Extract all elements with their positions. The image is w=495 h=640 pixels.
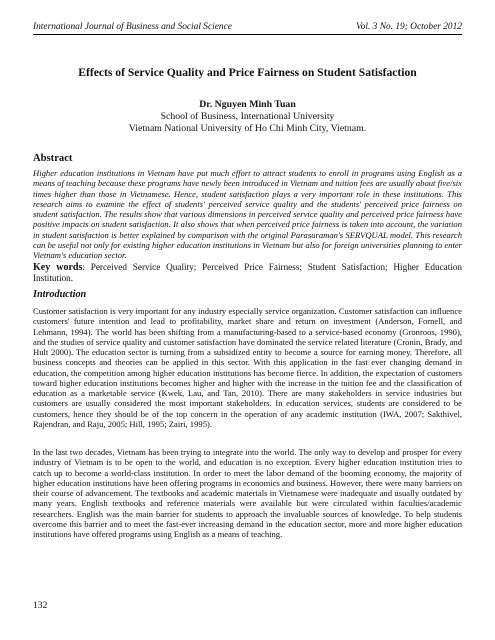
running-header xyxy=(33,22,462,35)
introduction-heading: Introduction xyxy=(33,289,87,300)
abstract-heading: Abstract xyxy=(33,153,73,164)
keywords-text: : Perceived Service Quality; Perceived Price Fairness; Student Satisfaction; Higher Education Institution. xyxy=(33,262,462,284)
abstract-text: Higher education institutions in Vietnam have put much effort to attract students to enroll in programs using English as a means of teaching because these programs have newly been introduced in Vietnam and tuition fees are usually about five/six times higher than those in Vietnamese. Hence, student satisfaction plays a very important role in these institutions. This research aims to examine the effect of students' perceived service quality and the students' perceived price fairness on student satisfaction. The results show that various dimensions in perceived service quality and perceived price fairness have positive impacts on student satisfaction. It also shows that when perceived price fairness is taken into account, the variation in student satisfaction is better explained by comparison with the original Parasuraman's SERVQUAL model. This research can be useful not only for existing higher education institutions in Vietnam but also for foreign universities planning to enter Vietnam's education sector. xyxy=(33,168,462,260)
journal-name: International Journal of Business and Social Science xyxy=(33,22,232,32)
keywords-label: Key words xyxy=(33,262,83,273)
author-name: Dr. Nguyen Minh Tuan xyxy=(199,99,296,110)
author-block xyxy=(33,99,462,136)
author-affiliation-university: Vietnam National University of Ho Chi Minh City, Vietnam. xyxy=(128,123,367,135)
issue-info: Vol. 3 No. 19; October 2012 xyxy=(356,22,462,32)
author-affiliation-school: School of Business, International University xyxy=(160,111,335,123)
page-number: 132 xyxy=(33,600,48,611)
introduction-paragraph-1: Customer satisfaction is very important for any industry especially service organization. Customer satisfaction can influence customers' future intention and lead to profitability, market share and return on investment (Anderson, Fornell, and Lehmann, 1994). The world has been shifting from a manufacturing-based to a service-based economy (Gronroos, 1990), and the studies of service quality and customer satisfaction have dominated the service related literature (Cronin, Brady, and Hult 2000). The education sector is turning from a subsidized entity to become a source for earning money. Therefore, all business concepts and theories can be applied in this sector. With this application in the fast ever changing demand in education, the competition among higher education institutions has become fierce. In addition, the expectation of customers toward higher education institutions becomes higher and higher with the increase in the tuition fee and the classification of education as a marketable service (Kwek, Lau, and Tan, 2010). There are many stakeholders in service industries but customers are usually considered the most important stakeholders. In education services, students are considered to be customers, hence they should be of the top concern in the operation of any academic institution (IWA, 2007; Sakthivel, Rajendran, and Raju, 2005; Hill, 1995; Zairi, 1995). xyxy=(33,306,462,429)
introduction-paragraph-2: In the last two decades, Vietnam has been trying to integrate into the world. The only way to develop and prosper for every industry of Vietnam is to be open to the world, and education is no exception. Every higher education institution tries to catch up to become a world-class institution. In order to meet the labor demand of the booming economy, the majority of higher education institutions have been offering programs in economics and business. However, there were many barriers on their course of advancement. The textbooks and academic materials in Vietnamese were inadequate and usually outdated by many years. English textbooks and reference materials were available but were circulated within faculties/academic researchers. English was the main barrier for students to approach the invaluable sources of knowledge. To help students overcome this barrier and to meet the fast-ever increasing demand in the education sector, more and more higher education institutions have offered programs using English as a means of teaching. xyxy=(33,447,462,539)
keywords xyxy=(33,262,462,284)
article-title: Effects of Service Quality and Price Fairness on Student Satisfaction xyxy=(78,66,417,79)
